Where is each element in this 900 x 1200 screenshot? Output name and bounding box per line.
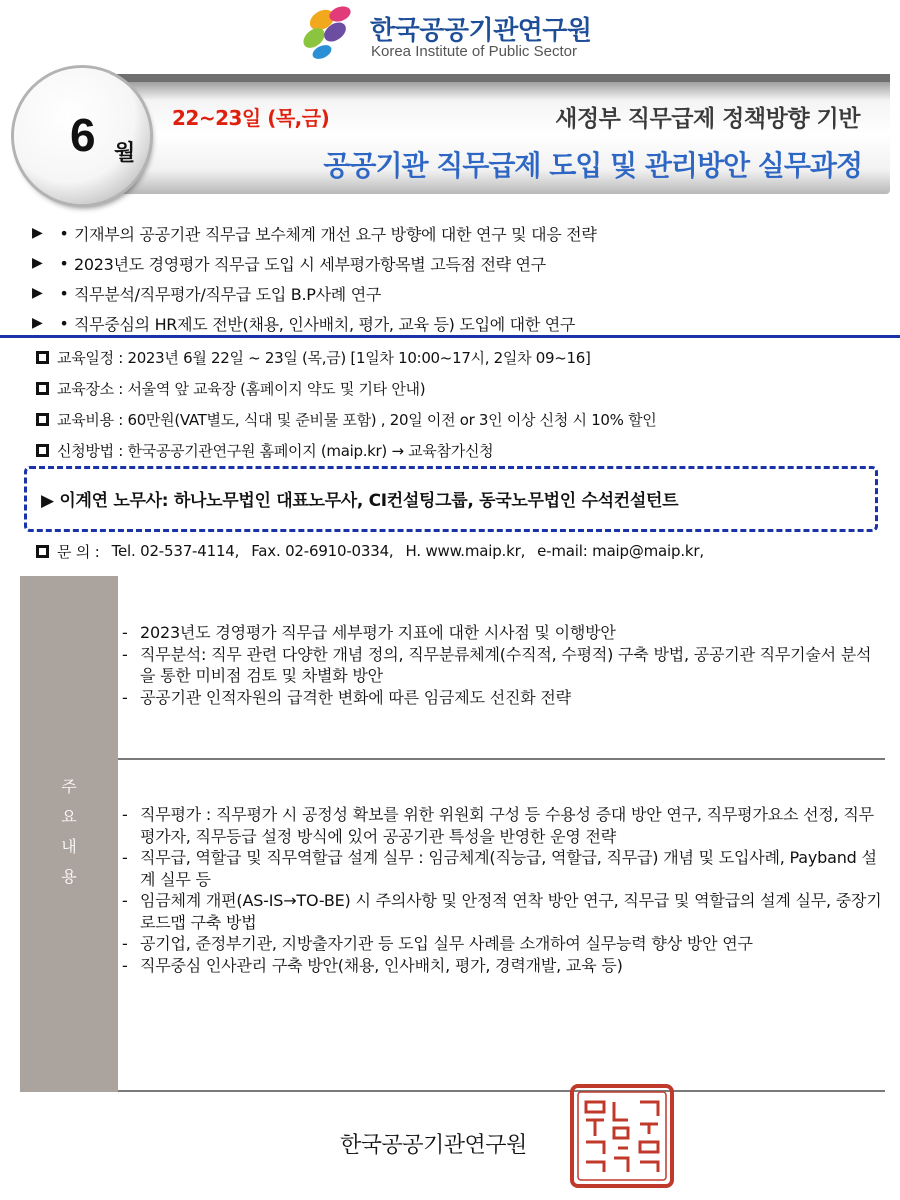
row-divider [118, 758, 885, 760]
official-seal-icon [568, 1082, 676, 1190]
checkbox-square-icon [36, 413, 49, 426]
info-text: 교육비용 : 60만원(VAT별도, 식대 및 준비물 포함) , 20일 이전 or 3인 이상 신청 시 10% 할인 [57, 411, 657, 429]
contact-web[interactable]: H. www.maip.kr, [405, 542, 526, 560]
topic-list [32, 218, 872, 338]
list-item: - 직무분석: 직무 관련 다양한 개념 정의, 직무분류체계(수직적, 수평적) 구축 방법, 공공기관 직무기술서 분석을 통한 미비점 검토 및 차별화 방안 [122, 644, 882, 687]
topic-text: 직무중심의 HR제도 전반(채용, 인사배치, 평가, 교육 등) 도입에 대한 연구 [74, 314, 576, 334]
checkbox-square-icon [36, 382, 49, 395]
course-date: 22~23일 (목,금) [172, 106, 330, 130]
list-item: - 직무중심 인사관리 구축 방안(채용, 인사배치, 평가, 경력개발, 교육 등) [122, 955, 882, 977]
arrow-right-icon: ▶ [32, 285, 43, 301]
org-logo [300, 4, 620, 62]
org-logo-icon [300, 4, 360, 62]
speaker-text: ▶ 이계연 노무사: 하나노무법인 대표노무사, CI컨설팅그룹, 동국노무법인 수석컨설턴트 [41, 491, 679, 511]
sidebar-char: 주 [61, 777, 77, 796]
info-schedule [36, 342, 876, 373]
list-item-text: 임금체계 개편(AS-IS→TO-BE) 시 주의사항 및 안정적 연착 방안 연구, 직무급 및 역할급의 설계 실무, 중장기 로드맵 구축 방법 [140, 891, 882, 932]
course-subtitle: 새정부 직무급제 정책방향 기반 [555, 106, 860, 132]
list-item-text: 직무평가 : 직무평가 시 공정성 확보를 위한 위원회 구성 등 수용성 증대 방안 연구, 직무평가요소 선정, 직무평가자, 직무등급 설정 방식에 있어 공공기관 특성을 반영한 운영 전략 [140, 805, 874, 846]
list-item: - 공공기관 인적자원의 급격한 변화에 따른 임금제도 선진화 전략 [122, 687, 882, 709]
bullet-icon: • [59, 283, 69, 303]
footer-org-name: 한국공공기관연구원 [340, 1133, 527, 1158]
content-section-2 [122, 804, 882, 976]
topic-text: 직무분석/직무평가/직무급 도입 B.P사례 연구 [74, 284, 382, 304]
arrow-right-icon: ▶ [32, 255, 43, 271]
content-section-1 [122, 622, 882, 708]
bullet-icon: • [59, 223, 69, 243]
checkbox-square-icon [36, 545, 49, 558]
sidebar-label [20, 772, 118, 892]
section-divider [0, 335, 900, 338]
speaker-box [24, 466, 878, 532]
list-item-text: 직무중심 인사관리 구축 방안(채용, 인사배치, 평가, 경력개발, 교육 등) [140, 955, 623, 975]
list-item: - 임금체계 개편(AS-IS→TO-BE) 시 주의사항 및 안정적 연착 방안 연구, 직무급 및 역할급의 설계 실무, 중장기 로드맵 구축 방법 [122, 891, 882, 932]
list-item-text: 공공기관 인적자원의 급격한 변화에 따른 임금제도 선진화 전략 [140, 687, 571, 707]
list-item: - 직무급, 역할급 및 직무역할급 설계 실무 : 임금체계(직능급, 역할급, 직무급) 개념 및 도입사례, Payband 설계 실무 등 [122, 847, 882, 890]
info-apply [36, 435, 876, 466]
list-item: - 2023년도 경영평가 직무급 세부평가 지표에 대한 시사점 및 이행방안 [122, 622, 882, 644]
info-location [36, 373, 876, 404]
sidebar-char: 요 [61, 807, 77, 826]
list-item-text: 직무분석: 직무 관련 다양한 개념 정의, 직무분류체계(수직적, 수평적) 구축 방법, 공공기관 직무기술서 분석을 통한 미비점 검토 및 차별화 방안 [140, 644, 872, 685]
contact-row [36, 538, 704, 564]
contact-fax: Fax. 02-6910-0334, [251, 542, 394, 560]
table-bottom-border [118, 1090, 885, 1092]
info-text: 신청방법 : 한국공공기관연구원 홈페이지 (maip.kr) → 교육참가신청 [57, 442, 494, 460]
list-item-text: 공기업, 준정부기관, 지방출자기관 등 도입 실무 사례를 소개하여 실무능력 향상 방안 연구 [140, 934, 753, 953]
checkbox-square-icon [36, 444, 49, 457]
contact-tel: Tel. 02-537-4114, [111, 542, 240, 560]
sidebar-char: 용 [61, 867, 77, 886]
info-text: 교육장소 : 서울역 앞 교육장 (홈페이지 약도 및 기타 안내) [57, 380, 426, 398]
info-fee [36, 404, 876, 435]
arrow-right-icon: ▶ [32, 225, 43, 241]
course-info [36, 342, 876, 466]
bullet-icon: • [59, 253, 69, 273]
contact-label: 문 의 : [57, 542, 100, 561]
arrow-right-icon: ▶ [32, 315, 43, 331]
content-sidebar [20, 576, 118, 1092]
list-item-text: 직무급, 역할급 및 직무역할급 설계 실무 : 임금체계(직능급, 역할급, 직무급) 개념 및 도입사례, Payband 설계 실무 등 [140, 848, 877, 889]
main-content-table [20, 576, 885, 1092]
month-unit: 월 [114, 141, 136, 166]
month-number: 6 [70, 109, 96, 161]
info-text: 교육일정 : 2023년 6월 22일 ~ 23일 (목,금) [1일차 10:00~17시, 2일차 09~16] [57, 349, 591, 367]
course-title: 공공기관 직무급제 도입 및 관리방안 실무과정 [323, 149, 862, 182]
contact-email[interactable]: e-mail: maip@maip.kr, [537, 542, 704, 560]
topic-item [32, 308, 872, 338]
topic-item [32, 218, 872, 248]
org-name-ko: 한국공공기관연구원 [370, 16, 592, 46]
topic-item [32, 248, 872, 278]
topic-text: 2023년도 경영평가 직무급 도입 시 세부평가항목별 고득점 전략 연구 [74, 254, 546, 274]
org-name-en: Korea Institute of Public Sector [371, 43, 577, 60]
topic-text: 기재부의 공공기관 직무급 보수체계 개선 요구 방향에 대한 연구 및 대응 전략 [74, 224, 597, 244]
list-item-text: 2023년도 경영평가 직무급 세부평가 지표에 대한 시사점 및 이행방안 [140, 623, 616, 642]
course-banner [0, 64, 900, 204]
month-badge [14, 68, 150, 204]
bullet-icon: • [59, 313, 69, 333]
list-item: - 공기업, 준정부기관, 지방출자기관 등 도입 실무 사례를 소개하여 실무능력 향상 방안 연구 [122, 933, 882, 955]
topic-item [32, 278, 872, 308]
list-item: - 직무평가 : 직무평가 시 공정성 확보를 위한 위원회 구성 등 수용성 증대 방안 연구, 직무평가요소 선정, 직무평가자, 직무등급 설정 방식에 있어 공공기관 특성을 반영한 운영 전략 [122, 804, 882, 847]
checkbox-square-icon [36, 351, 49, 364]
sidebar-char: 내 [61, 837, 77, 856]
